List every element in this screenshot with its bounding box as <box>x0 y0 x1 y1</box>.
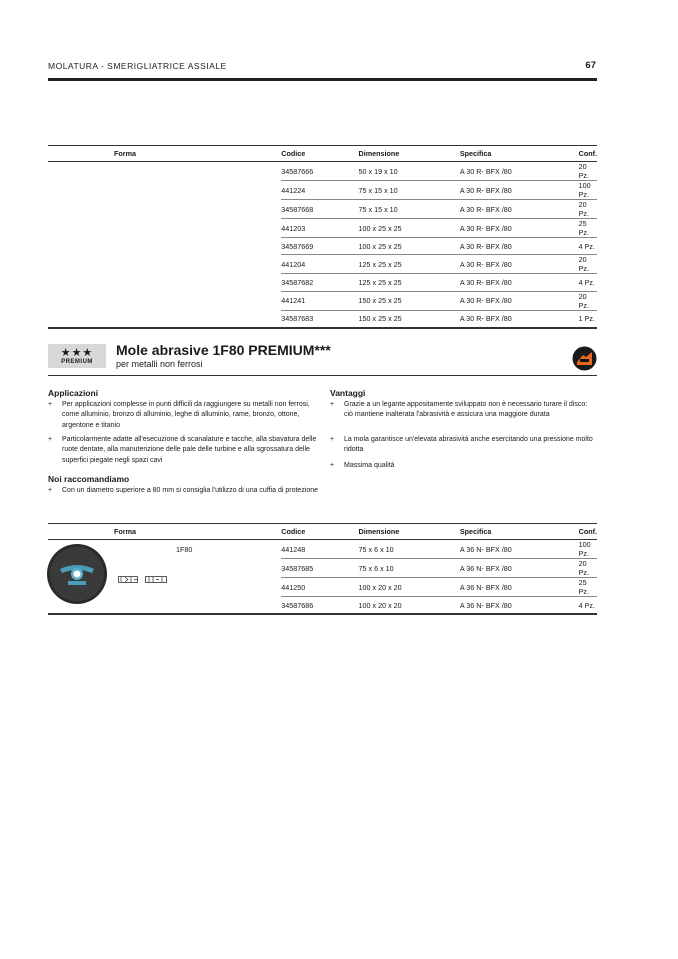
cell-conf: 4 Pz. <box>579 274 597 291</box>
cell-specifica: A 30 R- BFX /80 <box>460 310 579 328</box>
cell-conf: 100 Pz. <box>579 540 597 559</box>
cell-codice: 441204 <box>281 255 358 274</box>
cell-codice: 441250 <box>281 578 358 597</box>
cell-conf: 20 Pz. <box>579 162 597 181</box>
cell-specifica: A 30 R- BFX /80 <box>460 255 579 274</box>
cell-dimensione: 150 x 25 x 25 <box>359 310 460 328</box>
cell-dimensione: 50 x 19 x 10 <box>359 162 460 181</box>
table-header-row <box>48 524 597 540</box>
grinding-disc-image <box>46 543 108 610</box>
list-item: + Particolarmente adatte all'esecuzione di scanalature e tacche, alla sbavatura delle ruote dentate, alla manutenzione delle pale delle turbine e alla sgrossatura delle superfici piegate negli spazi cavi <box>48 436 317 464</box>
cell-dimensione: 125 x 25 x 25 <box>359 255 460 274</box>
list-item: + Per applicazioni complesse in punti difficili da raggiungere su metalli non ferrosi, come alluminio, bronzo di alluminio, leghe di alluminio, rame, bronzo, ottone, argentone e titanio <box>48 401 310 429</box>
header-codice: Codice <box>281 524 358 540</box>
table-row <box>48 200 597 219</box>
cell-codice: 441224 <box>281 181 358 200</box>
cell-codice: 441248 <box>281 540 358 559</box>
header-dimensione: Dimensione <box>359 524 460 540</box>
table-row <box>48 274 597 291</box>
profile-diagram-icon <box>118 570 138 588</box>
cell-specifica: A 30 R- BFX /80 <box>460 291 579 310</box>
cell-codice: 441203 <box>281 219 358 238</box>
cell-conf: 4 Pz. <box>579 238 597 255</box>
table-row <box>48 181 597 200</box>
cell-conf: 25 Pz. <box>579 219 597 238</box>
table-row <box>48 310 597 328</box>
header-rule <box>48 78 597 81</box>
grinder-disc-icon <box>572 346 597 376</box>
table-row <box>48 238 597 255</box>
vantaggi-heading: Vantaggi <box>330 388 366 398</box>
cell-conf: 4 Pz. <box>579 597 597 615</box>
cell-dimensione: 75 x 6 x 10 <box>359 540 460 559</box>
premium-badge <box>48 344 106 368</box>
header-conf: Conf. <box>579 524 597 540</box>
table-row <box>48 255 597 274</box>
cell-dimensione: 75 x 6 x 10 <box>359 559 460 578</box>
cell-dimensione: 75 x 15 x 10 <box>359 181 460 200</box>
cell-codice: 34587666 <box>281 162 358 181</box>
table-row <box>48 291 597 310</box>
cell-specifica: A 30 R- BFX /80 <box>460 181 579 200</box>
cell-dimensione: 100 x 20 x 20 <box>359 597 460 615</box>
header-specifica: Specifica <box>460 146 579 162</box>
table-row <box>48 597 597 615</box>
cell-codice: 34587682 <box>281 274 358 291</box>
product-table-1 <box>48 145 597 329</box>
cell-codice: 34587668 <box>281 200 358 219</box>
cell-dimensione: 125 x 25 x 25 <box>359 274 460 291</box>
raccomandiamo-heading: Noi raccomandiamo <box>48 474 130 484</box>
cell-codice: 441241 <box>281 291 358 310</box>
cell-conf: 1 Pz. <box>579 310 597 328</box>
cell-conf: 20 Pz. <box>579 291 597 310</box>
cell-specifica: A 30 R- BFX /80 <box>460 162 579 181</box>
forma-code: 1F80 <box>176 545 193 554</box>
cell-dimensione: 100 x 25 x 25 <box>359 238 460 255</box>
header-codice: Codice <box>281 146 358 162</box>
list-item: + Massima qualità <box>330 462 395 469</box>
list-item: + Grazie a un legante appositamente sviluppato non è necessario turare il disco: ciò mantiene inalterata l'abrasività e assicura una maggiore durata <box>330 401 588 419</box>
cell-specifica: A 30 R- BFX /80 <box>460 274 579 291</box>
cell-dimensione: 75 x 15 x 10 <box>359 200 460 219</box>
list-item: + La mola garantisce un'elevata abrasività anche esercitando una pressione molto ridotta <box>330 436 593 454</box>
star-rating-icon: ★★★ <box>60 347 94 359</box>
cell-specifica: A 36 N- BFX /80 <box>460 578 579 597</box>
cell-conf: 20 Pz. <box>579 255 597 274</box>
table-row <box>48 219 597 238</box>
cell-specifica: A 30 R- BFX /80 <box>460 219 579 238</box>
cell-specifica: A 30 R- BFX /80 <box>460 200 579 219</box>
product-subtitle: per metalli non ferrosi <box>116 359 203 369</box>
header-specifica: Specifica <box>460 524 579 540</box>
page-number: 67 <box>585 60 596 71</box>
cell-conf: 25 Pz. <box>579 578 597 597</box>
cell-specifica: A 36 N- BFX /80 <box>460 597 579 615</box>
table-row <box>48 162 597 181</box>
cell-codice: 34587685 <box>281 559 358 578</box>
product-rule <box>48 375 597 376</box>
cell-specifica: A 36 N- BFX /80 <box>460 559 579 578</box>
badge-label: PREMIUM <box>61 359 93 365</box>
header-forma: Forma <box>48 524 281 540</box>
cell-conf: 100 Pz. <box>579 181 597 200</box>
cell-dimensione: 100 x 25 x 25 <box>359 219 460 238</box>
header-dimensione: Dimensione <box>359 146 460 162</box>
cell-codice: 34587686 <box>281 597 358 615</box>
cell-dimensione: 150 x 25 x 25 <box>359 291 460 310</box>
cell-conf: 20 Pz. <box>579 559 597 578</box>
cell-codice: 34587669 <box>281 238 358 255</box>
product-title: Mole abrasive 1F80 PREMIUM*** <box>116 342 331 358</box>
header-conf: Conf. <box>579 146 597 162</box>
cell-codice: 34587683 <box>281 310 358 328</box>
cell-conf: 20 Pz. <box>579 200 597 219</box>
section-title: MOLATURA - SMERIGLIATRICE ASSIALE <box>48 61 227 71</box>
cell-specifica: A 30 R- BFX /80 <box>460 238 579 255</box>
header-forma: Forma <box>48 146 281 162</box>
cell-specifica: A 36 N- BFX /80 <box>460 540 579 559</box>
section-diagram-icon <box>145 570 167 588</box>
cell-dimensione: 100 x 20 x 20 <box>359 578 460 597</box>
table-row <box>48 540 597 559</box>
list-item: + Con un diametro superiore a 80 mm si consiglia l'utilizzo di una cuffia di protezione <box>48 487 319 494</box>
table-header-row <box>48 146 597 162</box>
applicazioni-heading: Applicazioni <box>48 388 99 398</box>
